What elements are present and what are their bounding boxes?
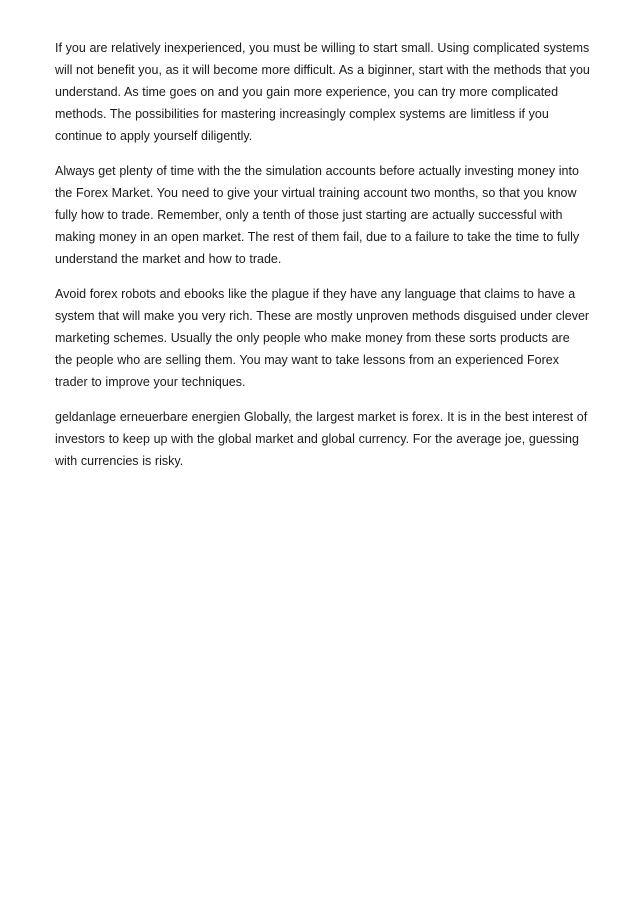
- paragraph-4: geldanlage erneuerbare energien Globally, the largest market is forex. It is in the best interest of investors to keep up with the global market and global currency. For the average joe, guessing with currencies is risky.: [55, 410, 588, 468]
- paragraph-3: Avoid forex robots and ebooks like the plague if they have any language that claims to have a system that will make you very rich. These are mostly unproven methods disguised under clever marketing schemes. Usually the only people who make money from these sorts products are the people who are selling them. You may want to take lessons from an experienced Forex trader to improve your techniques.: [55, 287, 590, 389]
- paragraph-1: If you are relatively inexperienced, you must be willing to start small. Using complicated systems will not benefit you, as it will become more difficult. As a biginner, start with the methods that you understand. As time goes on and you gain more experience, you can try more complicated methods. The possibilities for mastering increasingly complex systems are limitless if you continue to apply yourself diligently.: [55, 41, 590, 143]
- paragraph-2: Always get plenty of time with the the simulation accounts before actually investing money into the Forex Market. You need to give your virtual training account two months, so that you know fully how to trade. Remember, only a tenth of those just starting are actually successful with making money in an open market. The rest of them fail, due to a failure to take the time to fully understand the market and how to trade.: [55, 164, 580, 266]
- document-body: [55, 37, 590, 485]
